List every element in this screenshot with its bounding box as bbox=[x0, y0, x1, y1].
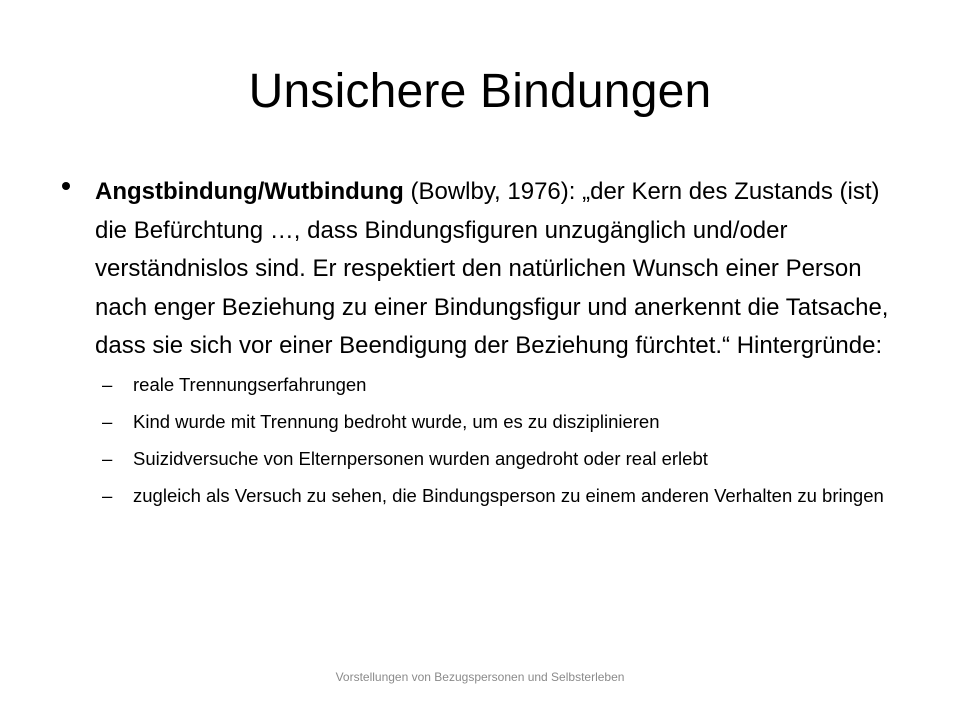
sub-list-item-text: reale Trennungserfahrungen bbox=[133, 373, 367, 395]
bullet-body: (Bowlby, 1976): „der Kern des Zustands (ist) die Befürchtung …, dass Bindungsfiguren unzugänglich und/oder verständnislos sind. Er respektiert den natürlichen Wunsch einer Person nach enger Beziehung zu einer Bindungsfigur und anerkennt die Tatsache, dass sie sich vor einer Beendigung der Beziehung fürchtet.“ Hintergründe: bbox=[95, 178, 889, 359]
bullet-term: Angstbindung/Wutbindung bbox=[95, 178, 404, 205]
bullet-dot-icon bbox=[62, 182, 70, 190]
sub-list-item-text: Suizidversuche von Elternpersonen wurden angedroht oder real erlebt bbox=[133, 447, 708, 469]
bullet-item bbox=[62, 173, 912, 366]
dash-icon: – bbox=[102, 447, 113, 469]
sub-list-item bbox=[102, 372, 912, 397]
bullet-text bbox=[95, 173, 912, 366]
slide-title: Unsichere Bindungen bbox=[248, 65, 712, 118]
dash-icon: – bbox=[102, 410, 113, 432]
dash-icon: – bbox=[102, 484, 113, 506]
sub-list bbox=[62, 372, 912, 508]
sub-list-item bbox=[102, 483, 912, 508]
sub-list-item bbox=[102, 409, 912, 434]
slide-content bbox=[62, 173, 912, 520]
sub-list-item bbox=[102, 446, 912, 471]
dash-icon: – bbox=[102, 373, 113, 395]
sub-list-item-text: Kind wurde mit Trennung bedroht wurde, um es zu disziplinieren bbox=[133, 410, 660, 432]
slide-footer: Vorstellungen von Bezugspersonen und Selbsterleben bbox=[335, 670, 625, 684]
sub-list-item-text: zugleich als Versuch zu sehen, die Bindungsperson zu einem anderen Verhalten zu bringen bbox=[133, 484, 884, 506]
